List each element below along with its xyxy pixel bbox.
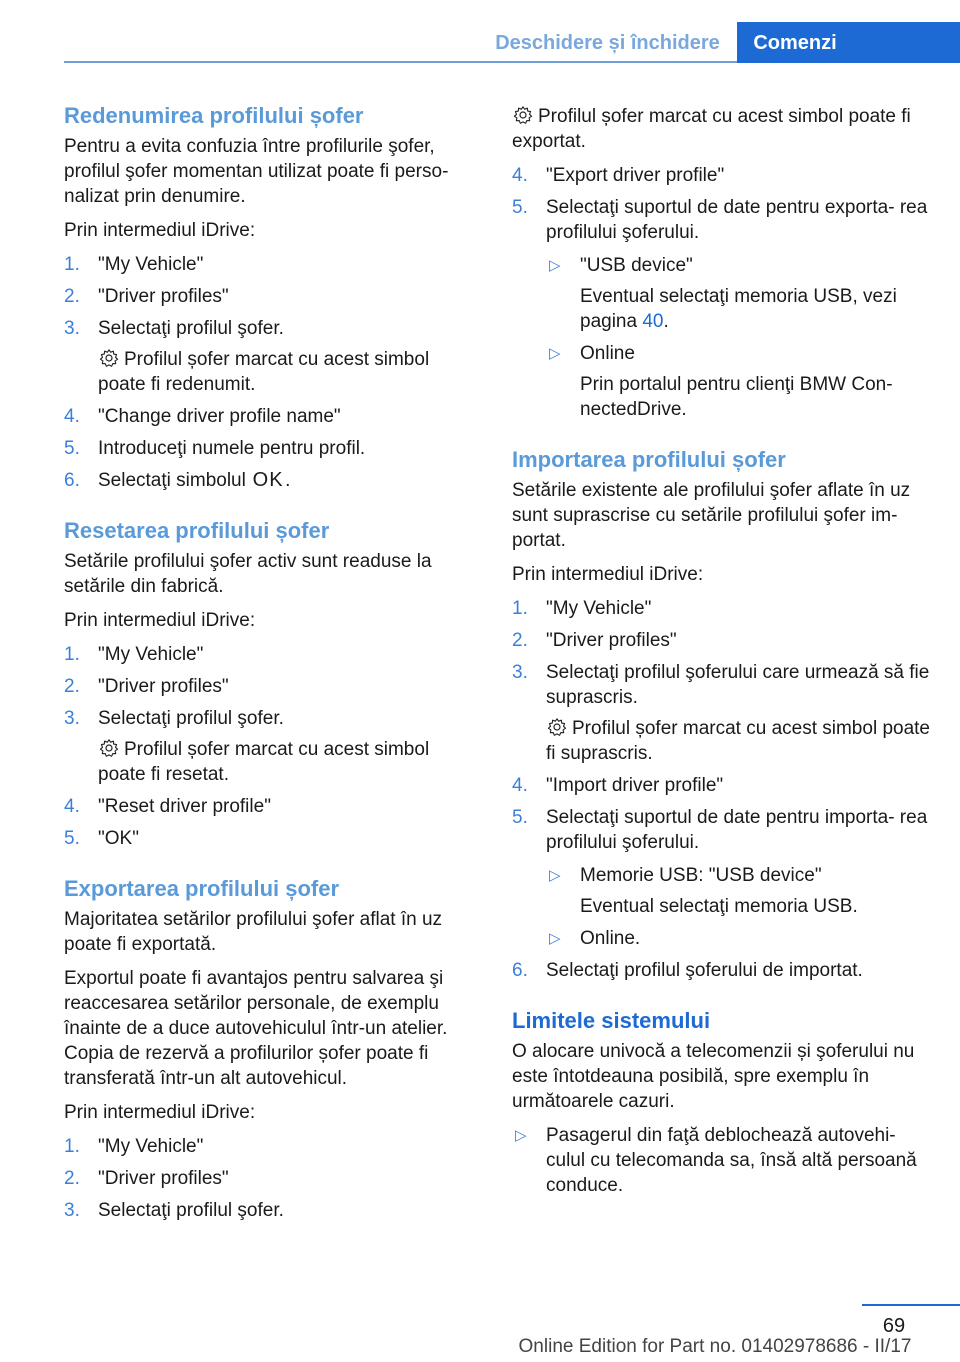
list-item: 2. "Driver profiles" bbox=[64, 286, 229, 307]
steps-list-export-cont bbox=[512, 163, 932, 422]
paragraph: Setările existente ale profilului şofer aflate în uz sunt suprascrise cu setările profilului şofer im‐ portat. bbox=[512, 480, 911, 551]
page-link[interactable]: 40 bbox=[642, 311, 664, 332]
list-item: 5. "OK" bbox=[64, 828, 139, 849]
list-item: 3. Selectaţi profilul şoferului care urmează să fie suprascris. Profilul șofer marcat cu acest simbol poate fi suprascris. bbox=[512, 662, 930, 764]
symbol-note: Profilul șofer marcat cu acest simbol poate fi resetat. bbox=[98, 739, 430, 785]
list-item: ▷ "USB device" Eventual selectaţi memoria USB, vezi pagina 40. bbox=[549, 255, 897, 332]
steps-list-reset bbox=[64, 642, 472, 851]
gear-icon bbox=[512, 105, 534, 125]
paragraph: Setările profilului şofer activ sunt readuse la setările din fabrică. bbox=[64, 551, 432, 597]
list-item: 2. "Driver profiles" bbox=[64, 676, 229, 697]
list-item: 1. "My Vehicle" bbox=[64, 254, 204, 275]
list-item: 4. "Export driver profile" bbox=[512, 165, 725, 186]
steps-list-import bbox=[512, 596, 932, 983]
list-item: 2. "Driver profiles" bbox=[512, 630, 677, 651]
ok-symbol-icon: OK bbox=[252, 469, 284, 491]
list-item: 1. "My Vehicle" bbox=[64, 644, 204, 665]
symbol-note: Profilul șofer marcat cu acest simbol poate fi exportat. bbox=[512, 106, 911, 152]
symbol-note: Profilul șofer marcat cu acest simbol poate fi redenumit. bbox=[98, 349, 430, 395]
header-chapter-tab[interactable]: Comenzi bbox=[737, 22, 853, 63]
gear-icon bbox=[98, 738, 120, 758]
list-item: ▷ Online Prin portalul pentru clienţi BMW Con‐ nectedDrive. bbox=[549, 343, 893, 420]
list-item: 6. Selectaţi simbolul OK. bbox=[64, 469, 291, 491]
section-title-rename: Redenumirea profilului șofer bbox=[64, 103, 364, 128]
paragraph: Pentru a evita confuzia între profilurile şofer, profilul şofer momentan utilizat poate fi perso‐ nalizat prin denumire. bbox=[64, 136, 449, 207]
list-item: 5. Introduceţi numele pentru profil. bbox=[64, 438, 366, 459]
triangle-bullet-icon: ▷ bbox=[549, 930, 561, 947]
paragraph: Prin intermediul iDrive: bbox=[64, 220, 256, 241]
list-item: 4. "Reset driver profile" bbox=[64, 796, 271, 817]
list-item: ▷ Memorie USB: "USB device" Eventual selectaţi memoria USB. bbox=[549, 865, 858, 917]
triangle-bullet-icon: ▷ bbox=[549, 345, 561, 362]
list-item: ▷ Pasagerul din faţă deblochează autovehi‐ culul cu telecomanda sa, însă altă persoană conduce. bbox=[515, 1125, 917, 1196]
list-item: 3. Selectaţi profilul şofer. Profilul șofer marcat cu acest simbol poate fi resetat. bbox=[64, 706, 472, 787]
edition-note: Online Edition for Part no. 01402978686 - II/17 bbox=[518, 1336, 912, 1357]
triangle-bullet-icon: ▷ bbox=[515, 1127, 527, 1144]
gear-icon bbox=[98, 348, 120, 368]
option-list bbox=[546, 253, 932, 422]
option-list bbox=[546, 863, 932, 951]
list-item: 1. "My Vehicle" bbox=[512, 598, 652, 619]
gear-icon bbox=[546, 717, 568, 737]
paragraph: Prin intermediul iDrive: bbox=[64, 610, 256, 631]
list-item: 6. Selectaţi profilul şoferului de importat. bbox=[512, 960, 863, 981]
triangle-bullet-icon: ▷ bbox=[549, 867, 561, 884]
list-item: ▷ Online. bbox=[549, 928, 641, 949]
steps-list-rename bbox=[64, 252, 472, 493]
paragraph: Majoritatea setărilor profilului şofer aflat în uz poate fi exportată. bbox=[64, 909, 443, 955]
list-item: 5. Selectaţi suportul de date pentru exporta‐ rea profilului şoferului. ▷ "USB device" Eventual selectaţi memoria USB, vezi pagina 40. ▷ Online Prin portalul pentru clienţi BMW Con‐ nectedDrive. bbox=[512, 195, 932, 422]
left-column bbox=[64, 100, 472, 1230]
list-item: 4. "Import driver profile" bbox=[512, 775, 724, 796]
symbol-note: Profilul șofer marcat cu acest simbol poate fi suprascris. bbox=[546, 718, 930, 764]
triangle-bullet-icon: ▷ bbox=[549, 257, 561, 274]
footer-rule bbox=[862, 1304, 960, 1306]
section-title-limits: Limitele sistemului bbox=[512, 1008, 711, 1033]
header-section-tab[interactable]: Deschidere și închidere bbox=[495, 32, 720, 54]
list-item: 1. "My Vehicle" bbox=[64, 1136, 204, 1157]
bullet-list bbox=[512, 1123, 932, 1198]
section-title-reset: Resetarea profilului șofer bbox=[64, 518, 330, 543]
header-tab-tail bbox=[853, 22, 960, 63]
paragraph: O alocare univocă a telecomenzii și şoferului nu este întotdeauna posibilă, spre exemplu în următoarele cazuri. bbox=[512, 1041, 915, 1112]
section-title-export: Exportarea profilului șofer bbox=[64, 876, 340, 901]
section-title-import: Importarea profilului șofer bbox=[512, 447, 786, 472]
list-item: 3. Selectaţi profilul şofer. bbox=[64, 1200, 284, 1221]
list-item: 5. Selectaţi suportul de date pentru importa‐ rea profilului şoferului. ▷ Memorie USB: "USB device" Eventual selectaţi memoria USB. ▷ Online. bbox=[512, 805, 932, 951]
paragraph: Prin intermediul iDrive: bbox=[512, 564, 704, 585]
steps-list-export bbox=[64, 1134, 472, 1223]
paragraph: Prin intermediul iDrive: bbox=[64, 1102, 256, 1123]
list-item: 2. "Driver profiles" bbox=[64, 1168, 229, 1189]
right-column bbox=[512, 100, 932, 1205]
paragraph: Exportul poate fi avantajos pentru salvarea şi reaccesarea setărilor personale, de exemplu înainte de a duce autovehiculul într-un atelier. Copia de rezervă a profilurilor șofer poate fi transferată într-un alt autovehicul. bbox=[64, 968, 448, 1089]
list-item: 4. "Change driver profile name" bbox=[64, 406, 341, 427]
list-item: 3. Selectaţi profilul şofer. Profilul șofer marcat cu acest simbol poate fi redenumit. bbox=[64, 316, 472, 397]
page-number: 69 bbox=[882, 1315, 906, 1337]
